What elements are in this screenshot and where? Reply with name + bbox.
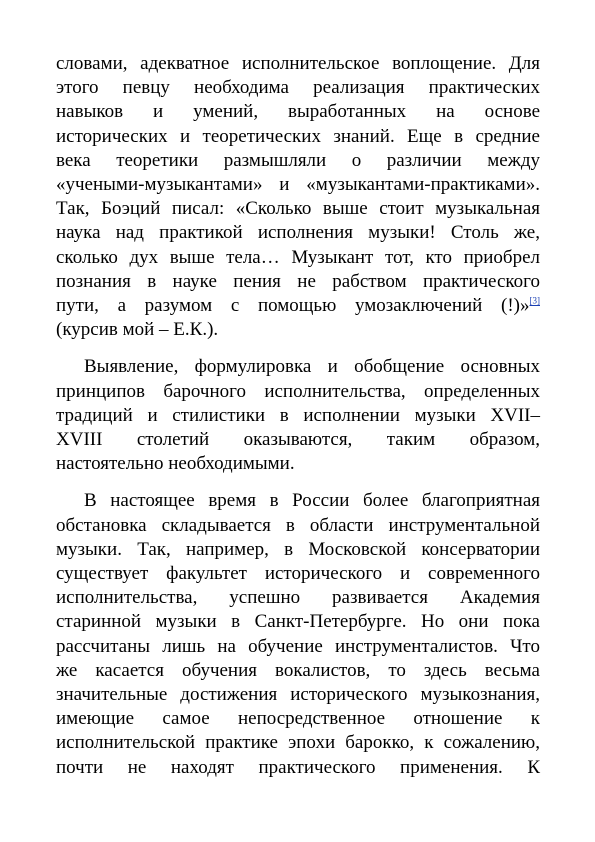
text-line: познания в науке пения не рабством практического [56,270,540,292]
text-line-with-footnote [56,294,540,318]
text-line: старинной музыки в Санкт-Петербурге. Но они пока [56,611,540,633]
document-page [56,52,540,780]
text-line: обстановка складывается в области инструментальной [56,514,540,536]
text-line: исторических и теоретических знаний. Еще в средние [56,125,540,147]
paragraph-2 [56,355,540,476]
paragraph-1 [56,52,540,342]
text-line: В настоящее время в России более благоприятная [84,490,540,512]
paragraph-3 [56,489,540,779]
text-line: же касается обучения вокалистов, то здесь весьма [56,659,540,681]
text-line: музыки. Так, например, в Московской консерватории [56,538,540,560]
text-line: исполнительской практике эпохи барокко, к сожалению, [56,732,540,754]
text-line: века теоретики размышляли о различии между [56,149,540,171]
text-line: имеющие самое непосредственное отношение к [56,708,540,730]
text-line: этого певцу необходима реализация практических [56,77,540,99]
text-line: настоятельно необходимыми. [56,453,295,475]
text-line: рассчитаны лишь на обучение инструменталистов. Что [56,635,540,657]
text-line: словами, адекватное исполнительское воплощение. Для [56,53,540,74]
text-line: принципов барочного исполнительства, определенных [56,380,540,402]
footnote-link[interactable]: [3] [529,295,540,306]
text-line: XVIII столетий оказываются, таким образом, [56,429,540,451]
text-line: «учеными-музыкантами» и «музыкантами-практиками». [56,174,540,196]
text-line: Так, Боэций писал: «Сколько выше стоит музыкальная [56,198,540,220]
text-line: значительные достижения исторического музыкознания, [56,684,540,706]
text-line: наука над практикой исполнения музыки! Столь же, [56,222,540,244]
text-line: пути, а разумом с помощью умозаключений (!)» [56,295,530,317]
text-line: исполнительства, успешно развивается Академия [56,587,540,609]
text-line: существует факультет исторического и современного [56,563,540,585]
text-line: (курсив мой – Е.К.). [56,319,219,341]
text-line: навыков и умений, выработанных на основе [56,101,540,123]
text-line: почти не находят практического применения. К [56,756,540,778]
text-line: традиций и стилистики в исполнении музыки XVII– [56,404,540,426]
text-line: сколько дух выше тела… Музыкант тот, кто приобрел [56,246,540,268]
text-line: Выявление, формулировка и обобщение основных [84,356,540,378]
